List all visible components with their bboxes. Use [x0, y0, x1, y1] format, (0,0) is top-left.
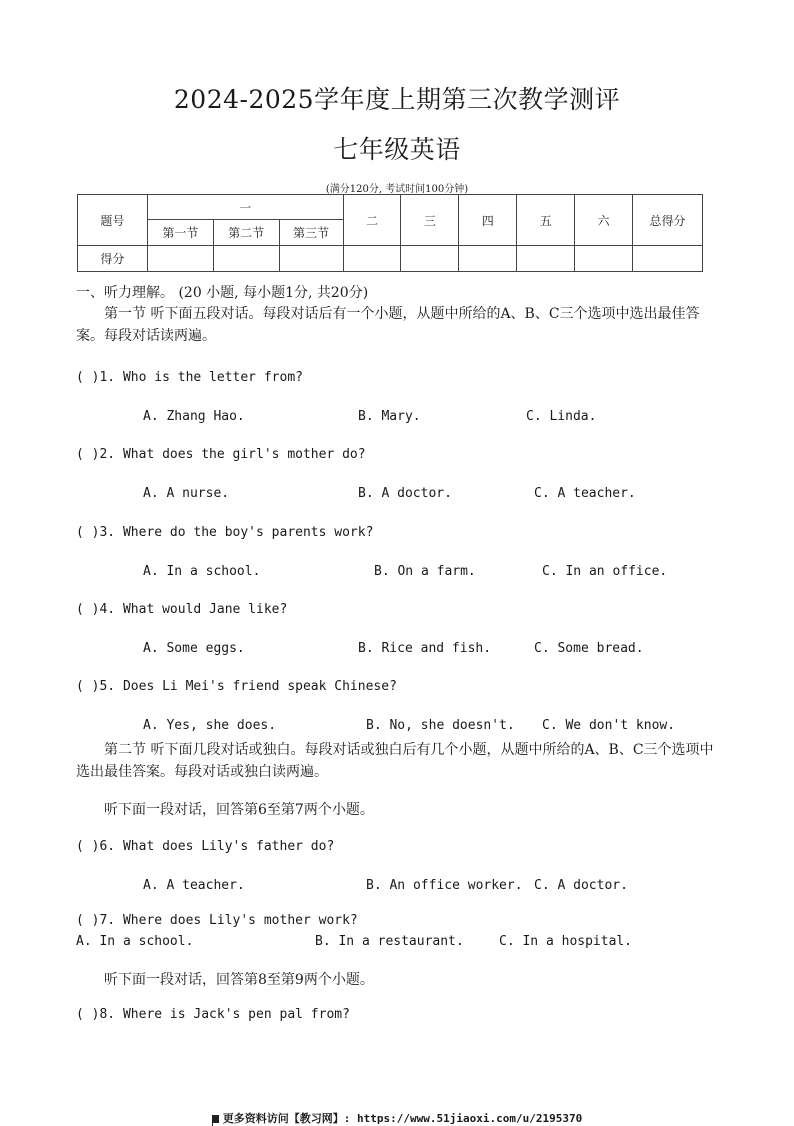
- flag-icon: [212, 1115, 219, 1123]
- exam-subtitle: 七年级英语: [333, 135, 461, 164]
- score-table-header-score: 得分: [78, 246, 148, 272]
- score-cell[interactable]: [213, 246, 279, 272]
- score-cell[interactable]: [459, 246, 517, 272]
- score-table-part1: 一: [147, 195, 343, 220]
- question-stem: ( )1. Who is the letter from?: [76, 370, 303, 385]
- option-b: B. Mary.: [358, 409, 421, 424]
- option-b: B. On a farm.: [374, 564, 476, 579]
- score-table-part6: 六: [575, 195, 633, 246]
- score-table-section1: 第一节: [147, 220, 213, 246]
- option-b: B. No, she doesn't.: [366, 718, 515, 733]
- option-c: C. Linda.: [526, 409, 597, 424]
- dialogue-intro: 听下面一段对话，回答第6至第7两个小题。: [104, 802, 374, 818]
- score-table-header-question: 题号: [78, 195, 148, 246]
- score-cell[interactable]: [633, 246, 703, 272]
- option-a: A. A teacher.: [143, 878, 245, 893]
- section-part2-instruction: 第二节 听下面几段对话或独白。每段对话或独白后有几个小题，从题中所给的A、B、C三个选项中选出最佳答案。每段对话或独白读两遍。: [76, 742, 714, 780]
- question-stem: ( )8. Where is Jack's pen pal from?: [76, 1007, 350, 1022]
- question-stem: ( )7. Where does Lily's mother work?: [76, 913, 358, 928]
- score-table-section2: 第二节: [213, 220, 279, 246]
- option-a: A. In a school.: [76, 934, 194, 949]
- score-cell[interactable]: [147, 246, 213, 272]
- option-c: C. In a hospital.: [499, 934, 633, 949]
- option-b: B. An office worker.: [366, 878, 523, 893]
- question-stem: ( )5. Does Li Mei's friend speak Chinese?: [76, 679, 397, 694]
- footer-link[interactable]: 更多资料访问【教习网】: https://www.51jiaoxi.com/u/2195370: [222, 1112, 583, 1125]
- score-table-section3: 第三节: [279, 220, 343, 246]
- score-table-part5: 五: [517, 195, 575, 246]
- option-b: B. A doctor.: [358, 486, 452, 501]
- exam-title: 2024-2025学年度上期第三次教学测评: [173, 85, 621, 114]
- score-table-total: 总得分: [633, 195, 703, 246]
- option-b: B. In a restaurant.: [315, 934, 464, 949]
- score-table-part2: 二: [343, 195, 401, 246]
- score-cell[interactable]: [517, 246, 575, 272]
- option-c: C. A doctor.: [534, 878, 628, 893]
- option-c: C. In an office.: [542, 564, 668, 579]
- question-stem: ( )3. Where do the boy's parents work?: [76, 525, 374, 540]
- option-b: B. Rice and fish.: [358, 641, 492, 656]
- section-heading: 一、听力理解。 (20 小题, 每小题1分, 共20分): [76, 285, 369, 301]
- option-c: C. A teacher.: [534, 486, 636, 501]
- question-stem: ( )4. What would Jane like?: [76, 602, 288, 617]
- score-cell[interactable]: [401, 246, 459, 272]
- option-a: A. In a school.: [143, 564, 261, 579]
- option-a: A. A nurse.: [143, 486, 230, 501]
- question-stem: ( )6. What does Lily's father do?: [76, 839, 335, 854]
- dialogue-intro: 听下面一段对话，回答第8至第9两个小题。: [104, 972, 374, 988]
- option-c: C. We don't know.: [542, 718, 676, 733]
- score-table: [77, 194, 703, 272]
- score-cell[interactable]: [279, 246, 343, 272]
- option-a: A. Some eggs.: [143, 641, 245, 656]
- score-cell[interactable]: [343, 246, 401, 272]
- option-a: A. Yes, she does.: [143, 718, 277, 733]
- score-cell[interactable]: [575, 246, 633, 272]
- section-part1-instruction: 第一节 听下面五段对话。每段对话后有一个小题，从题中所给的A、B、C三个选项中选出最佳答案。每段对话读两遍。: [76, 306, 700, 344]
- question-stem: ( )2. What does the girl's mother do?: [76, 447, 366, 462]
- exam-note: (满分120分, 考试时间100分钟): [325, 184, 469, 195]
- option-c: C. Some bread.: [534, 641, 644, 656]
- option-a: A. Zhang Hao.: [143, 409, 245, 424]
- score-table-part3: 三: [401, 195, 459, 246]
- score-table-part4: 四: [459, 195, 517, 246]
